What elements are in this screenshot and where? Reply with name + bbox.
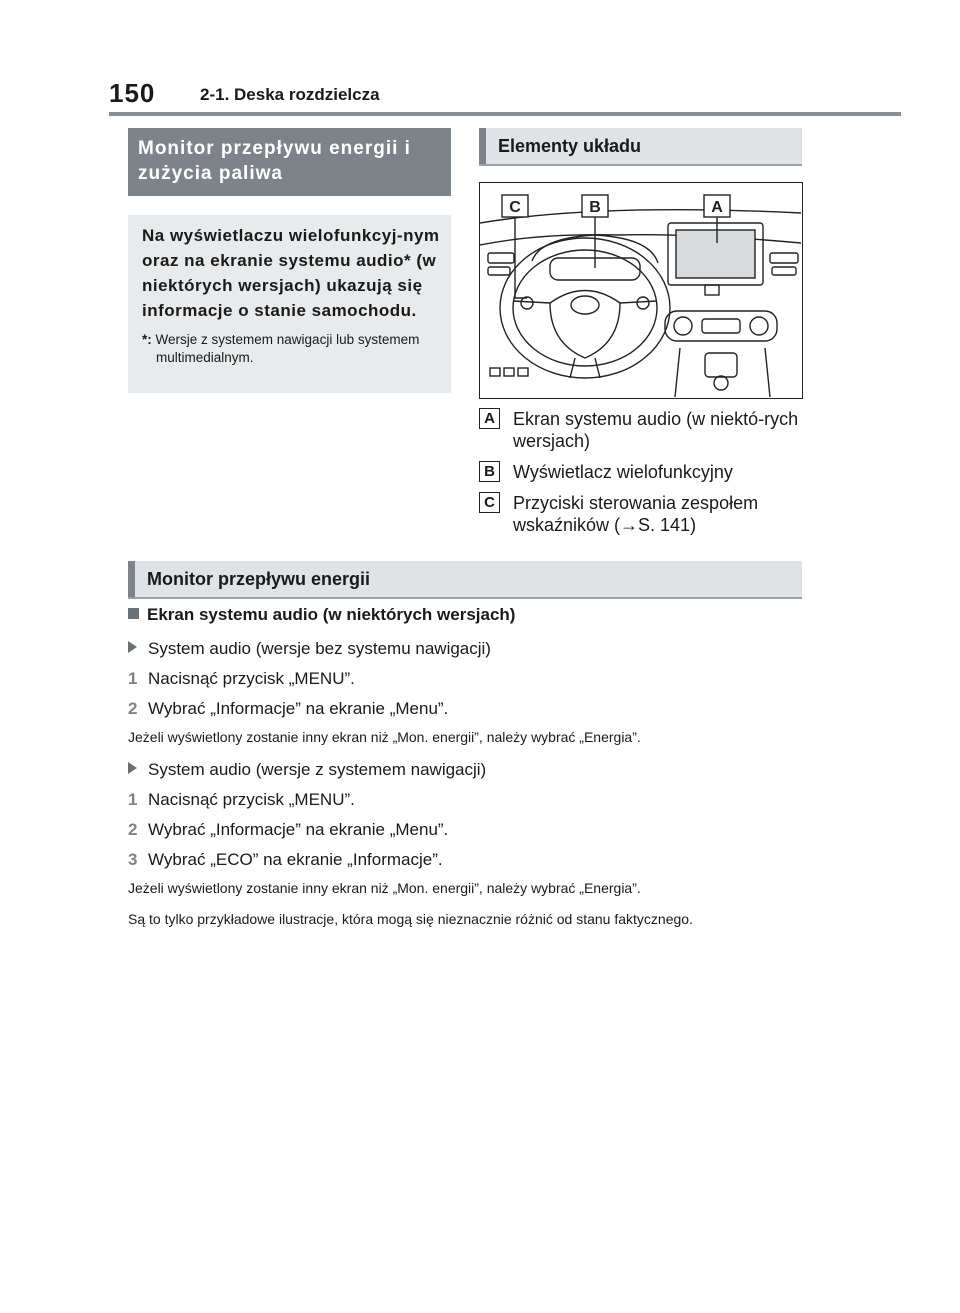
dashboard-drawing [480,183,801,397]
intro-text: Na wyświetlaczu wielofunkcyj-nym oraz na ekranie systemu audio* (w niektórych wersjach) ukazują się informacje o stanie samochodu. [142,226,440,320]
legend-tag-a: A [479,408,500,429]
svg-text:C: C [509,199,521,216]
elements-heading: Elementy układu [479,128,802,164]
dashboard-illustration [479,182,803,399]
variant1-step-2: 2 Wybrać „Informacje” na ekranie „Menu”. [128,699,449,718]
footnote-text: Wersje z systemem nawigacji lub systemem multimedialnym. [155,332,420,365]
variant2-note: Jeżeli wyświetlony zostanie inny ekran niż „Mon. energii”, należy wybrać „Energia”. [128,880,641,896]
legend-tag-c: C [479,492,500,513]
variant-1: System audio (wersje bez systemu nawigacji) [128,638,818,660]
variant-2: System audio (wersje z systemem nawigacji) [128,759,818,781]
triangle-bullet-icon [128,762,137,774]
running-header: 2-1. Deska rozdzielcza [200,85,380,104]
footnote [142,331,441,367]
page-number: 150 [109,78,156,108]
intro-box [128,215,451,393]
energy-content [128,604,818,941]
subheading: Ekran systemu audio (w niektórych wersjach) [128,604,818,626]
legend-text-a: Ekran systemu audio (w niektó-rych wersjach) [513,409,799,451]
header-rule [109,112,901,116]
triangle-bullet-icon [128,641,137,653]
closing-note: Są to tylko przykładowe ilustracje, która mogą się nieznacznie różnić od stanu faktycznego. [128,911,693,927]
legend-item-c [479,492,809,536]
legend-item-a [479,408,809,452]
legend-tag-b: B [479,461,500,482]
callout-c [502,195,528,217]
energy-heading: Monitor przepływu energii [128,561,802,597]
square-bullet-icon [128,608,139,619]
footnote-mark: *: [142,332,152,347]
svg-text:B: B [589,199,601,216]
variant1-step-1: 1 Nacisnąć przycisk „MENU”. [128,669,355,688]
legend-list [479,408,809,545]
svg-text:A: A [711,199,723,216]
legend-item-b [479,461,809,483]
variant2-step-1: 1 Nacisnąć przycisk „MENU”. [128,790,355,809]
variant2-step-3: 3 Wybrać „ECO” na ekranie „Informacje”. [128,850,443,869]
section-title-box: Monitor przepływu energii i zużycia paliwa [128,128,451,196]
callout-a [704,195,730,217]
variant2-step-2: 2 Wybrać „Informacje” na ekranie „Menu”. [128,820,449,839]
legend-text-c: Przyciski sterowania zespołem wskaźników (→S. 141) [513,493,759,535]
callout-b [582,195,608,217]
legend-text-b: Wyświetlacz wielofunkcyjny [513,462,733,482]
variant1-note: Jeżeli wyświetlony zostanie inny ekran niż „Mon. energii”, należy wybrać „Energia”. [128,729,641,745]
